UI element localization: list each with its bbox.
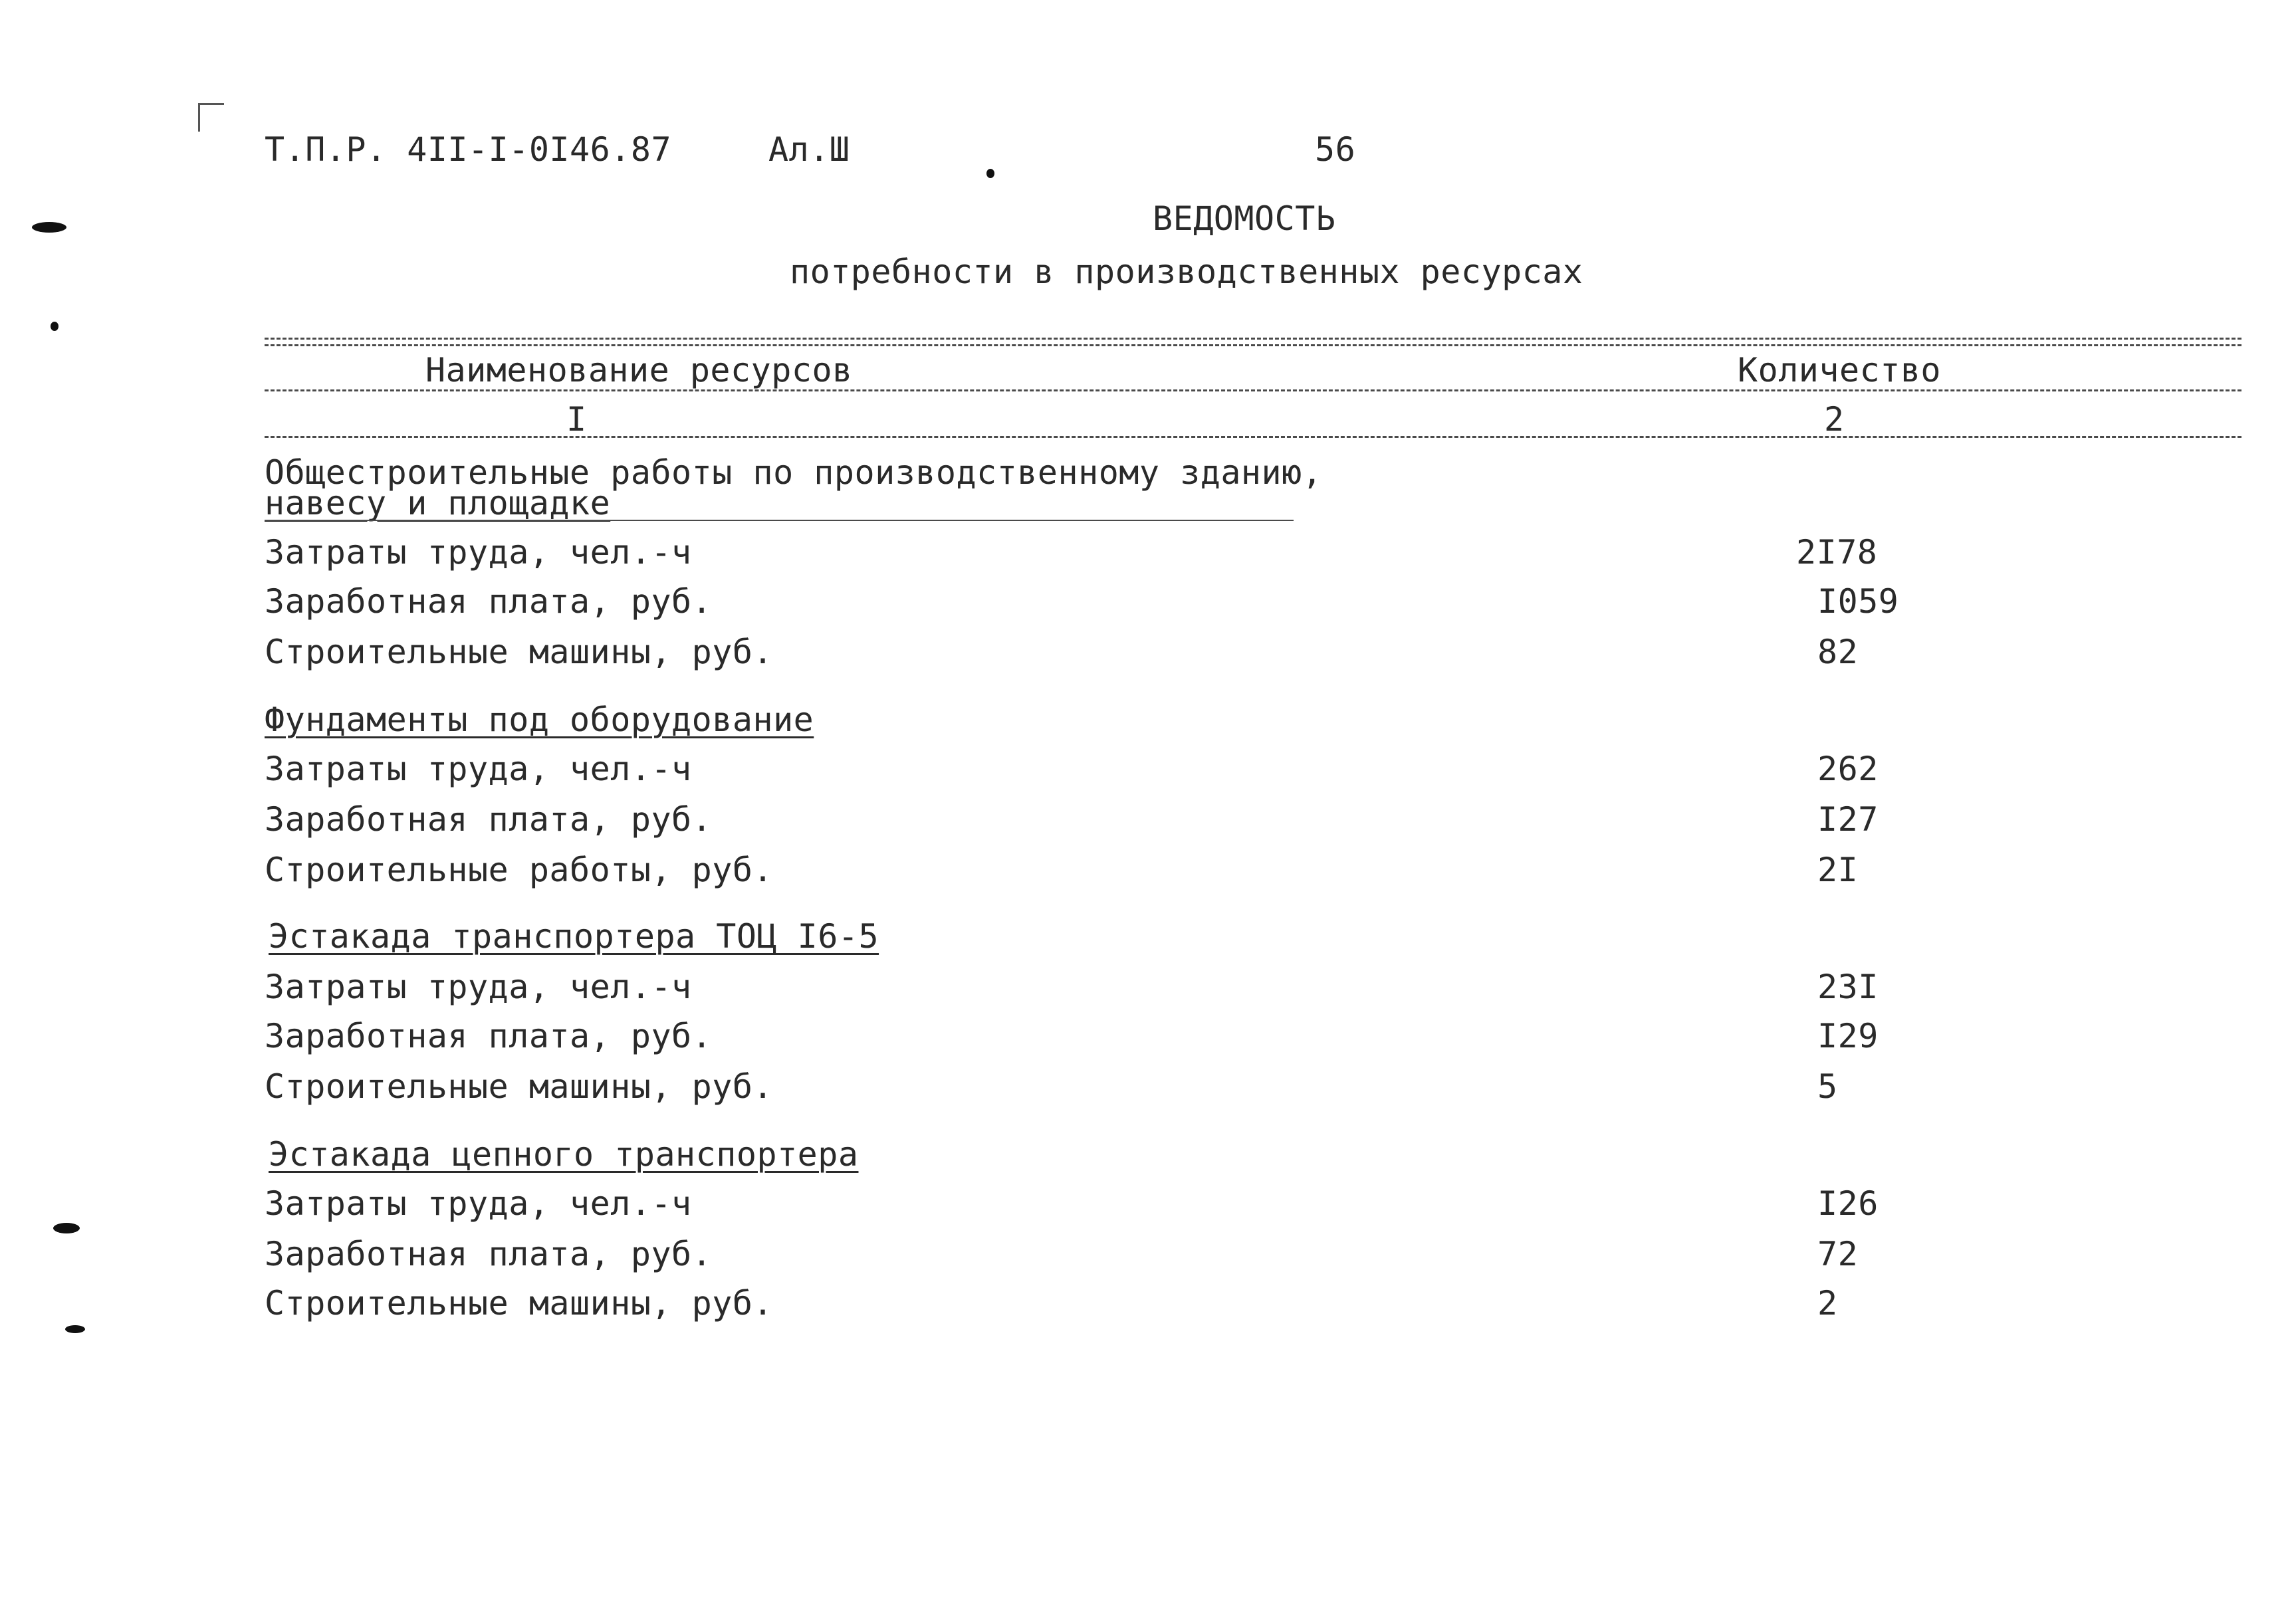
page-number: 56 (1315, 130, 1356, 169)
scan-mark (986, 169, 994, 178)
row-value: 262 (1817, 750, 1879, 788)
row-label: Затраты труда, чел.-ч (265, 533, 692, 572)
row-value: 2I78 (1796, 533, 1878, 572)
row-label: Строительные машины, руб. (265, 633, 774, 671)
row-value: I29 (1817, 1017, 1879, 1055)
document-subtitle: потребности в производственных ресурсах (790, 253, 1583, 291)
row-label: Строительные работы, руб. (265, 851, 774, 889)
column-number-1: I (566, 400, 587, 439)
header-rule (265, 389, 2241, 391)
section-title: Фундаменты под оборудование (265, 700, 814, 739)
scan-mark (51, 322, 58, 331)
section-title: Общестроительные работы по производственному зданию, (265, 453, 1323, 492)
row-value: I26 (1817, 1184, 1879, 1223)
row-value: 5 (1817, 1067, 1838, 1106)
column-header-name: Наименование ресурсов (425, 351, 853, 389)
section-title: Эстакада транспортера ТОЦ I6-5 (269, 917, 879, 956)
doc-code: Т.П.Р. 4II-I-0I46.87 (265, 130, 672, 169)
row-label: Заработная плата, руб. (265, 1017, 713, 1055)
row-value: 72 (1817, 1235, 1859, 1273)
table-top-rule (265, 338, 2241, 340)
row-label: Заработная плата, руб. (265, 800, 713, 839)
row-label: Заработная плата, руб. (265, 582, 713, 621)
row-value: 2I (1817, 851, 1859, 889)
row-label: Заработная плата, руб. (265, 1235, 713, 1273)
row-label: Строительные машины, руб. (265, 1284, 774, 1323)
corner-mark (198, 103, 224, 132)
album-label: Ал.Ш (768, 130, 850, 169)
column-header-quantity: Количество (1738, 351, 1942, 389)
row-label: Затраты труда, чел.-ч (265, 968, 692, 1006)
row-label: Затраты труда, чел.-ч (265, 1184, 692, 1223)
table-top-rule (265, 344, 2241, 346)
scan-mark (32, 222, 66, 233)
row-value: I059 (1817, 582, 1899, 621)
section-title: навесу и площадке (265, 484, 611, 522)
section-underline (265, 520, 1294, 521)
column-number-2: 2 (1824, 400, 1845, 439)
row-value: 82 (1817, 633, 1859, 671)
header-bottom-rule (265, 436, 2241, 438)
scan-mark (65, 1325, 85, 1333)
row-label: Затраты труда, чел.-ч (265, 750, 692, 788)
row-value: 23I (1817, 968, 1879, 1006)
document-title: ВЕДОМОСТЬ (1153, 199, 1336, 238)
row-value: 2 (1817, 1284, 1838, 1323)
row-label: Строительные машины, руб. (265, 1067, 774, 1106)
row-value: I27 (1817, 800, 1879, 839)
scan-mark (53, 1223, 80, 1233)
section-title: Эстакада цепного транспортера (269, 1135, 859, 1174)
